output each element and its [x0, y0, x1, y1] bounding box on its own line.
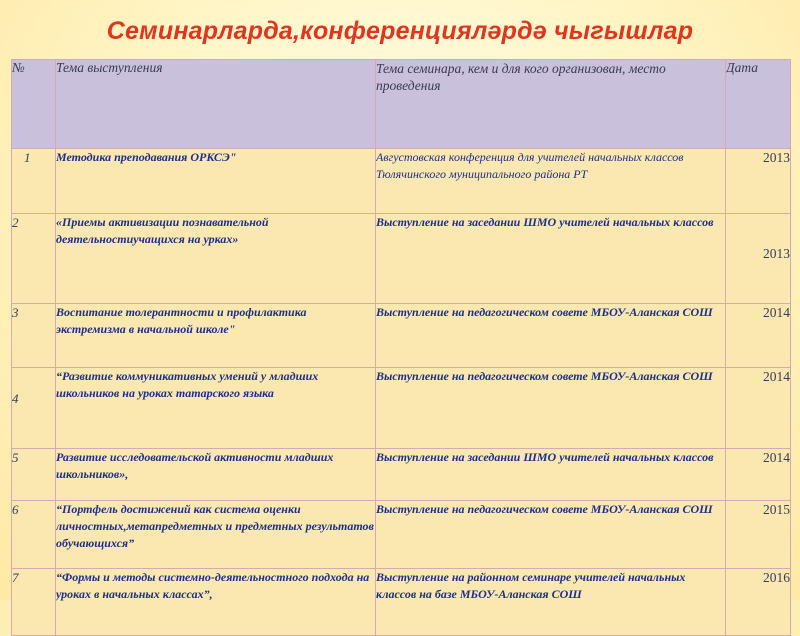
row-date: 2013 [726, 149, 791, 214]
table-header-row [12, 60, 791, 149]
row-date: 2014 [726, 368, 791, 449]
row-topic: «Приемы активизации познавательной деятельностиучащихся на урках» [56, 214, 376, 304]
row-number: 1 [12, 149, 56, 214]
table-row [12, 501, 791, 569]
row-number: 4 [12, 368, 56, 449]
row-number: 6 [12, 501, 56, 569]
row-topic: Воспитание толерантности и профилактика экстремизма в начальной школе" [56, 304, 376, 368]
row-event: Выступление на педагогическом совете МБОУ-Аланская СОШ [376, 501, 726, 569]
row-topic: “Формы и методы системно-деятельностного подхода на уроках в начальных классах”, [56, 569, 376, 636]
row-topic: “Портфель достижений как система оценки личностных,метапредметных и предметных результатов обучающихся” [56, 501, 376, 569]
row-date: 2014 [726, 449, 791, 501]
row-number: 5 [12, 449, 56, 501]
row-number: 7 [12, 569, 56, 636]
presentations-table [11, 59, 791, 636]
row-date: 2016 [726, 569, 791, 636]
row-event: Выступление на педагогическом совете МБОУ-Аланская СОШ [376, 304, 726, 368]
row-number: 3 [12, 304, 56, 368]
row-event: Августовская конференция для учителей начальных классов Тюлячинского муниципального района РТ [376, 149, 726, 214]
table-row [12, 214, 791, 304]
row-number: 2 [12, 214, 56, 304]
header-event: Тема семинара, кем и для кого организован, место проведения [376, 60, 726, 149]
row-topic: “Развитие коммуникативных умений у младших школьников на уроках татарского языка [56, 368, 376, 449]
row-date: 2013 [726, 214, 791, 304]
row-event: Выступление на заседании ШМО учителей начальных классов [376, 449, 726, 501]
row-event: Выступление на районном семинаре учителей начальных классов на базе МБОУ-Аланская СОШ [376, 569, 726, 636]
table-row [12, 368, 791, 449]
table-row [12, 449, 791, 501]
row-date: 2014 [726, 304, 791, 368]
row-topic: Развитие исследовательской активности младших школьников», [56, 449, 376, 501]
header-date: Дата [726, 60, 791, 149]
table-row [12, 304, 791, 368]
slide-title: Семинарларда,конференцияләрдә чыгышлар [106, 17, 694, 45]
row-event: Выступление на заседании ШМО учителей начальных классов [376, 214, 726, 304]
header-number: № [12, 60, 56, 149]
table-row [12, 149, 791, 214]
header-topic: Тема выступления [56, 60, 376, 149]
table-row [12, 569, 791, 636]
row-topic: Методика преподавания ОРКСЭ" [56, 149, 376, 214]
row-date: 2015 [726, 501, 791, 569]
row-event: Выступление на педагогическом совете МБОУ-Аланская СОШ [376, 368, 726, 449]
